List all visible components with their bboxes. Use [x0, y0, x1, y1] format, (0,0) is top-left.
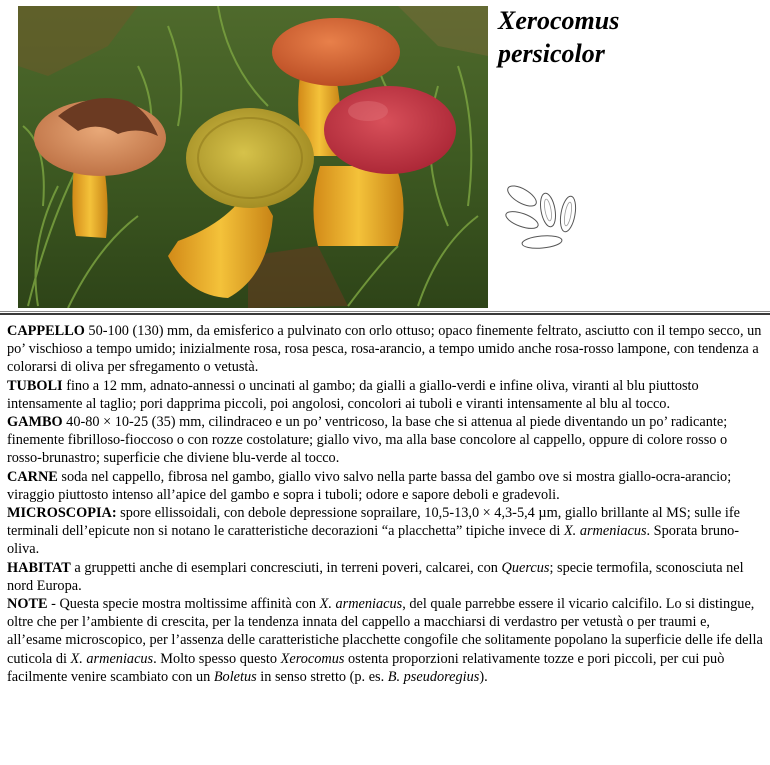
taxon-name: X. armeniacus	[563, 523, 647, 540]
section-text: soda nel cappello, fibrosa nel gambo, giallo vivo salvo nella parte bassa del gambo ove si mostra giallo-ocra-arancio; viraggio piuttosto intenso all’apice del gambo e sopra i tuboli; odore e sapore deboli e gradevoli.	[7, 468, 732, 503]
section-text: 50-100 (130) mm, da emisferico a pulvinato con orlo ottuso; opaco finemente feltrato, asciutto con il tempo secco, un po’ vischioso a tempo umido; inizialmente rosa, rosa pesca, rosa-arancio, a tempo umido anche rosa-rosso lampone, con tendenza a colorarsi di oliva per sfregamento o vetustà.	[7, 323, 762, 376]
spores-drawing	[500, 182, 582, 252]
section-heading: MICROSCOPIA:	[7, 505, 117, 522]
taxon-name: Boletus	[213, 668, 257, 685]
section-text: , del quale parrebbe essere il vicario calcifilo. Lo si distingue, oltre che per l’ambiente di crescita, per la tendenza innata del cappello a macchiarsi di verdastro per vetustà o per traumi e, all’esame microscopico, per l’assenza delle caratteristiche placchette congofile che solitamente popolano la superficie delle ife della cuticola di	[7, 596, 763, 667]
mushroom-photo	[18, 6, 488, 308]
section-heading: HABITAT	[7, 559, 71, 576]
section-note	[7, 595, 765, 686]
taxon-name: B. pseudoregius	[387, 668, 480, 685]
divider	[0, 311, 770, 315]
taxon-name: Xerocomus	[280, 650, 345, 667]
section-heading: CARNE	[7, 468, 58, 485]
section-heading: CAPPELLO	[7, 323, 85, 339]
section-text: fino a 12 mm, adnato-annessi o uncinati al gambo; da gialli a giallo-verdi e infine oliva, viranti al blu piuttosto intensamente al taglio; pori dapprima piccoli, poi angolosi, concolori ai tuboli e viranti intensamente al blu al tocco.	[7, 377, 699, 412]
section-habitat	[7, 559, 765, 595]
section-text: 40-80 × 10-25 (35) mm, cilindraceo e un po’ ventricoso, la base che si attenua al piede diventando un po’ radicante; finemente fibrilloso-fioccoso o con rozze costolature; giallo vivo, ma alla base concolore al cappello, oppure di colore rosso o rosso-brunastro; superficie che diviene blu-verde al tocco.	[7, 414, 728, 467]
section-heading: TUBOLI	[7, 377, 63, 394]
taxon-name: Quercus	[501, 559, 550, 576]
species-name: persicolor	[498, 39, 605, 68]
section-gambo	[7, 413, 765, 468]
section-heading: NOTE	[7, 596, 48, 613]
section-text: ; specie termofila, sconosciuta nel nord Europa.	[7, 559, 744, 594]
section-carne	[7, 468, 765, 504]
section-text: spore ellissoidali, con debole depressione soprailare, 10,5-13,0 × 4,3-5,4 µm, giallo brillante al MS; sulle ife terminali dell’epicute non si notano le caratteristiche decorazioni “a placchetta” tipiche invece di	[7, 505, 740, 540]
section-text: ostenta proporzioni relativamente tozze e pori piccoli, per cui può facilmente venire scambiato con un	[7, 650, 725, 685]
section-text: ).	[479, 668, 488, 685]
section-text: . Molto spesso questo	[153, 650, 281, 667]
section-microscopia	[7, 504, 765, 559]
section-text: . Sporata bruno-oliva.	[7, 523, 740, 558]
genus-name: Xerocomus	[498, 6, 620, 35]
section-text: in senso stretto (p. es.	[256, 668, 388, 685]
section-text: a gruppetti anche di esemplari concresciuti, in terreni poveri, calcarei, con	[70, 559, 502, 576]
taxon-name: X. armeniacus	[70, 650, 154, 667]
description	[7, 322, 765, 686]
section-cappello	[7, 322, 765, 377]
taxon-name: X. armeniacus	[319, 596, 403, 613]
section-heading: GAMBO	[7, 414, 63, 431]
section-tuboli	[7, 377, 765, 413]
section-text: - Questa specie mostra moltissime affinità con	[47, 596, 320, 613]
species-title	[498, 4, 768, 70]
